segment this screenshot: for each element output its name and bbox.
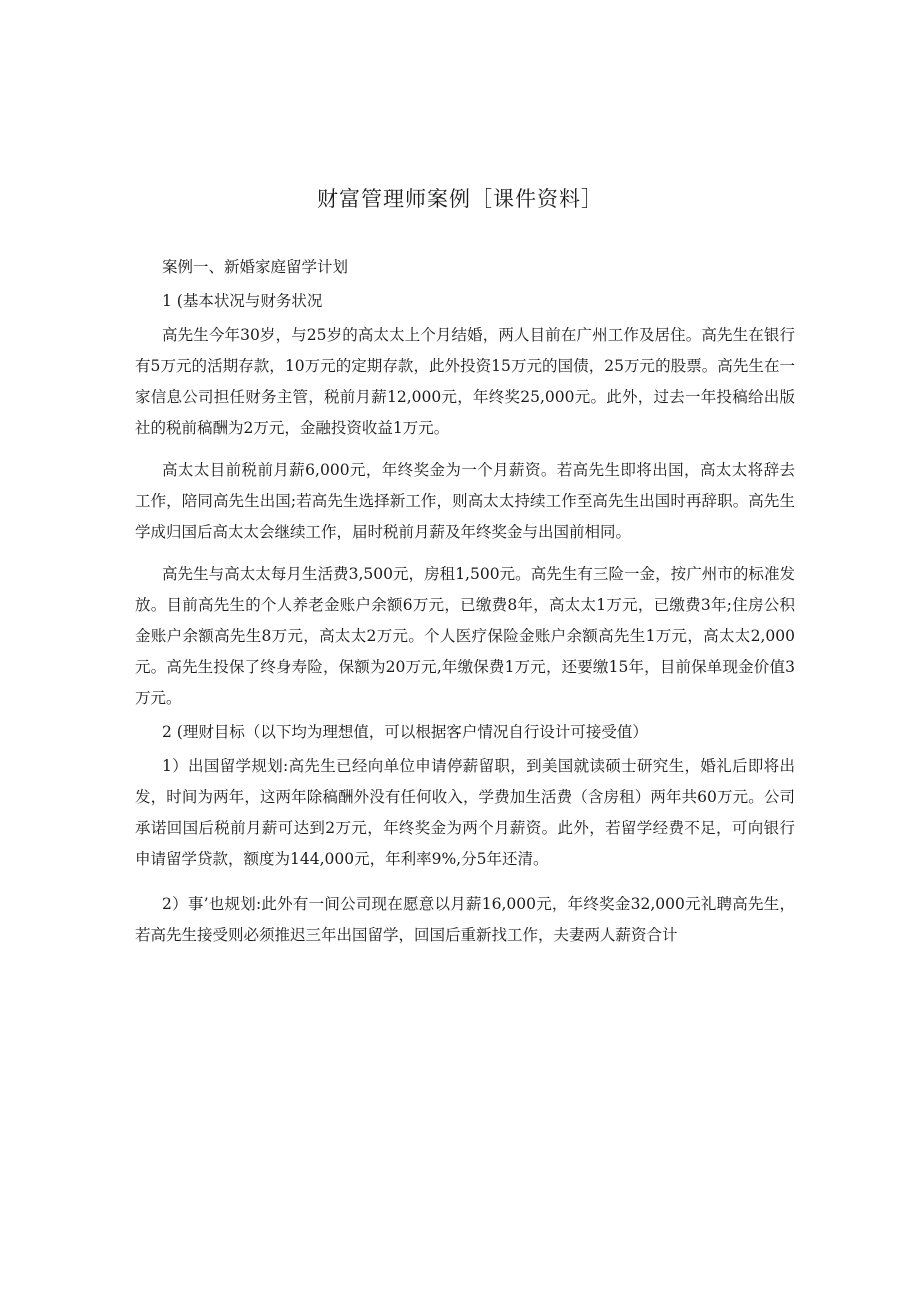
case-heading: 案例一、新婚家庭留学计划 xyxy=(162,258,349,276)
paragraph-background: 高先生今年30岁，与25岁的高太太上个月结婚，两人目前在广州工作及居住。高先生在银行有5万元的活期存款，10万元的定期存款，此外投资15万元的国债，25万元的股票。高先生在一家信息公司担任财务主管，税前月薪12,000元，年终奖25,000元。此外，过去一年投稿给出版社的税前稿酬为2万元，金融投资收益1万元。 xyxy=(135,326,795,437)
paragraph-wife-work: 高太太目前税前月薪6,000元，年终奖金为一个月薪资。若高先生即将出国，高太太将辞去工作，陪同高先生出国;若高先生选择新工作，则高太太持续工作至高先生出国时再辞职。高先生学成归国后高太太会继续工作，届时税前月薪及年终奖金与出国前相同。 xyxy=(135,461,795,541)
goal-1-study-abroad: 1）出国留学规划:高先生已经向单位申请停薪留职，到美国就读硕士研究生，婚礼后即将出发，时间为两年，这两年除稿酬外没有任何收入，学费加生活费（含房租）两年共60万元。公司承诺回国后税前月薪可达到2万元，年终奖金为两个月薪资。此外，若留学经费不足，可向银行申请留学贷款，额度为144,000元，年利率9%,分5年还清。 xyxy=(135,757,795,868)
section-1-heading: 1 (基本状况与财务状况 xyxy=(162,292,323,310)
goal-2-career: 2）事’也规划:此外有一间公司现在愿意以月薪16,000元，年终奖金32,000元礼聘高先生，若高先生接受则必须推迟三年出国留学，回国后重新找工作，夫妻两人薪资合计 xyxy=(135,895,795,944)
paragraph-expenses-insurance: 高先生与高太太每月生活费3,500元，房租1,500元。高先生有三险一金，按广州市的标准发放。目前高先生的个人养老金账户余额6万元，已缴费8年，高太太1万元，已缴费3年;住房公积金账户余额高先生8万元，高太太2万元。个人医疗保险金账户余额高先生1万元，高太太2,000元。高先生投保了终身寿险，保额为20万元,年缴保费1万元，还要缴15年，目前保单现金价值3万元。 xyxy=(135,565,795,707)
section-2-heading: 2 (理财目标（以下均为理想值，可以根据客户情况自行设计可接受值） xyxy=(162,723,648,741)
document-title: 财富管理师案例［课件资料］ xyxy=(317,187,603,211)
document-body xyxy=(135,252,795,951)
